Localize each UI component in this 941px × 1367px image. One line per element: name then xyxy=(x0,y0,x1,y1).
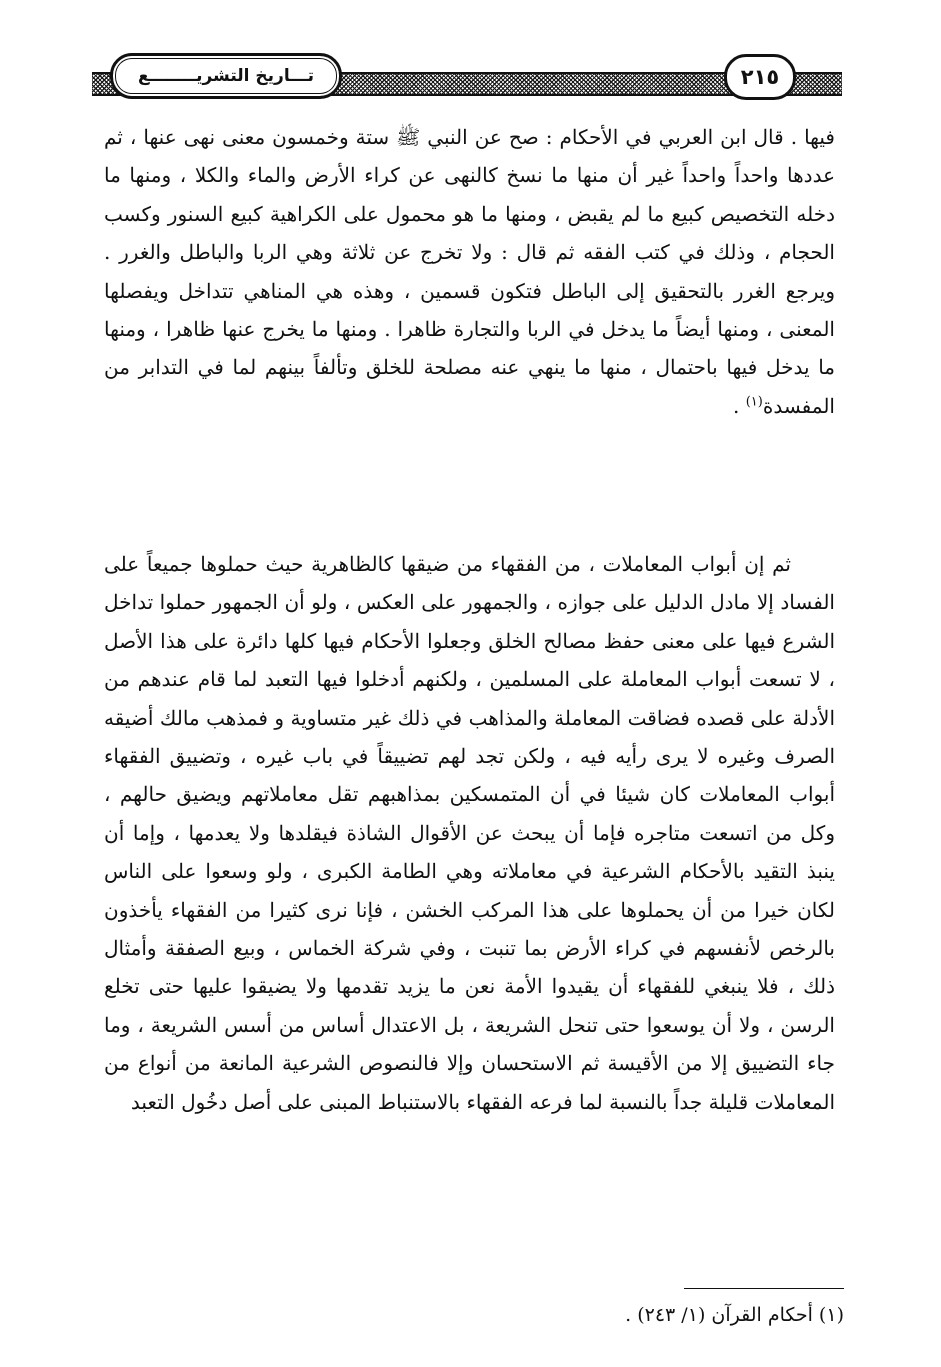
running-title: تـــاريخ التشريــــــــع xyxy=(110,53,342,99)
paragraph-1 xyxy=(104,118,835,425)
paragraph-2: ثم إن أبواب المعاملات ، من الفقهاء من ضيقها كالظاهرية حيث حملوها جميعاً على الفساد إلا مادل الدليل على جوازه ، والجمهور على العكس ، ولو أن الجمهور حملوا تداخل الشرع فيها على معنى حفظ مصالح الخلق وجعلوا الأحكام فيها كلها دائرة على هذا الأصل ، لا تسعت أبواب المعاملة على المسلمين ، ولكنهم أدخلوا فيها التعبد لما قام عندهم من الأدلة على قصده فضاقت المعاملة والمذاهب في ذلك غير متساوية و فمذهب مالك أضيقه الصرف وغيره لا يرى رأيه فيه ، ولكن تجد لهم تضييقاً في باب غيره ، وتضييق الفقهاء أبواب المعاملات كان شيئا في أن المتمسكين بمذاهبهم تقل معاملاتهم ويضيق حالهم ، وكل من اتسعت متاجره فإما أن يبحث عن الأقوال الشاذة فيقلدها ولا يعدمها ، وإما أن ينبذ التقيد بالأحكام الشرعية في معاملاته وهي الطامة الكبرى ، ولو وسعوا على الناس لكان خيرا من أن يحملوها على هذا المركب الخشن ، فإنا نرى كثيرا من الفقهاء يأخذون بالرخص لأنفسهم في كراء الأرض بما تنبت ، وفي شركة الخماس ، وبيع الصفقة وأمثال ذلك ، فلا ينبغي للفقهاء أن يقيدوا الأمة نعن ما يزيد تقدمها ولا يضيقوا عليها حتى تخلع الرسن ، ولا أن يوسعوا حتى تنحل الشريعة ، بل الاعتدال أساس من أسس الشريعة ، وما جاء التضييق إلا من الأقيسة ثم الاستحسان وإلا فالنصوص الشرعية المانعة من أنواع من المعاملات قليلة جداً بالنسبة لما فرعه الفقهاء بالاستنباط المبنى على أصل دخُول التعبد xyxy=(104,552,836,1114)
paragraph-1-end: . xyxy=(732,393,746,418)
page-number: ٢١٥ xyxy=(724,54,796,100)
footnote-divider xyxy=(684,1288,844,1289)
footnote-reference: (١) xyxy=(745,394,763,410)
page-header xyxy=(92,50,842,100)
footnote-1: (١) أحكام القرآن (١/ ٢٤٣) . xyxy=(625,1304,844,1326)
paragraph-1-text: فيها . قال ابن العربي في الأحكام : صح عن النبي ﷺ ستة وخمسون معنى نهى عنها ، ثم عددها واحداً واحداً غير أن منها ما نسخ كالنهى عن كراء الأرض والماء والكلا ، ومنها ما دخله التخصيص كبيع ما لم يقبض ، ومنها ما هو محمول على الكراهية كبيع السنور وكسب الحجام ، وذلك في كتب الفقه ثم قال : ولا تخرج عن ثلاثة وهي الربا والباطل والغرر . ويرجع الغرر بالتحقيق إلى الباطل فتكون قسمين ، وهذه هي المناهي تتداخل ويفصلها المعنى ، ومنها أيضاً ما يدخل في الربا والتجارة ظاهرا . ومنها ما يخرج عنها ظاهرا ، ومنها ما يدخل فيها باحتمال ، منها ما ينهي عنه مصلحة للخلق وتألفاً بينهم لما في التدابر من المفسدة xyxy=(104,125,835,418)
